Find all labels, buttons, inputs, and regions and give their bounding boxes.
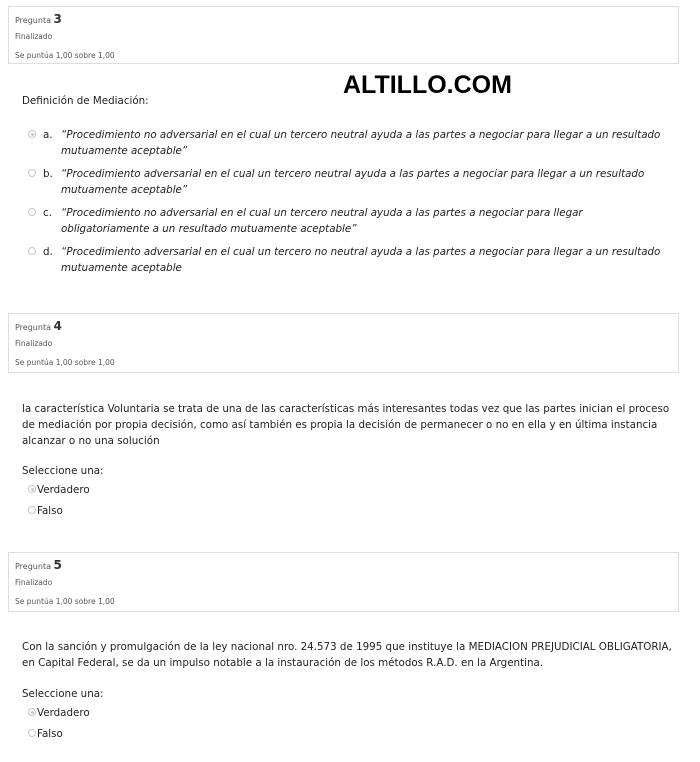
question-info-3 <box>8 6 679 64</box>
option-text: “Procedimiento adversarial en el cual un tercero neutral ayuda a las partes a negociar para llegar a un resultado mutuamente aceptable” <box>61 168 645 196</box>
answer-option-c[interactable] <box>28 205 678 237</box>
question-number-value: 5 <box>53 558 62 572</box>
option-letter: a. <box>43 129 53 141</box>
option-letter: c. <box>43 207 52 219</box>
question-text-4: la característica Voluntaria se trata de una de las características más interesantes todas vez que las partes inician el proceso de mediación por propia decisión, como así también es propia la decisión de permanecer o no en ella y en última instancia alcanzar o no una solución <box>22 403 670 447</box>
answer-option-d[interactable] <box>28 244 678 276</box>
answer-option-true[interactable] <box>28 482 678 498</box>
radio-button[interactable] <box>28 208 36 216</box>
answer-option-false[interactable] <box>28 726 678 742</box>
watermark: ALTILLO.COM <box>343 71 512 99</box>
radio-button[interactable] <box>28 729 36 737</box>
question-label: Pregunta <box>15 323 51 332</box>
question-state: Finalizado <box>15 339 53 348</box>
option-letter: d. <box>43 246 53 258</box>
option-label: Verdadero <box>37 707 90 719</box>
option-label: Falso <box>37 728 63 740</box>
question-info-4 <box>8 313 679 373</box>
question-info-5 <box>8 552 679 612</box>
option-text: “Procedimiento no adversarial en el cual un tercero neutral ayuda a las partes a negociar para llegar a un resultado mutuamente aceptable” <box>61 129 661 157</box>
question-grade: Se puntúa 1,00 sobre 1,00 <box>15 597 115 606</box>
answer-option-a[interactable] <box>28 127 678 159</box>
radio-button[interactable] <box>28 130 36 138</box>
option-letter: b. <box>43 168 53 180</box>
question-state: Finalizado <box>15 32 53 41</box>
answer-option-true[interactable] <box>28 705 678 721</box>
answer-option-false[interactable] <box>28 503 678 519</box>
question-state: Finalizado <box>15 578 53 587</box>
question-label: Pregunta <box>15 16 51 25</box>
radio-button[interactable] <box>28 247 36 255</box>
option-text: “Procedimiento no adversarial en el cual un tercero neutral ayuda a las partes a negociar para llegar obligatoriamente a un resultado mutuamente aceptable” <box>61 207 583 235</box>
radio-button[interactable] <box>28 708 36 716</box>
question-number <box>15 558 62 572</box>
answer-option-b[interactable] <box>28 166 678 198</box>
question-number <box>15 12 62 26</box>
question-number-value: 3 <box>53 12 62 26</box>
question-number <box>15 319 62 333</box>
option-text: “Procedimiento adversarial en el cual un tercero no neutral ayuda a las partes a negociar para llegar a un resultado mutuamente aceptable <box>61 246 661 274</box>
question-grade: Se puntúa 1,00 sobre 1,00 <box>15 358 115 367</box>
question-text-5: Con la sanción y promulgación de la ley nacional nro. 24.573 de 1995 que instituye la MEDIACION PREJUDICIAL OBLIGATORIA, en Capital Federal, se da un impulso notable a la instauración de los métodos R.A.D. en la Argentina. <box>22 641 672 669</box>
question-label: Pregunta <box>15 562 51 571</box>
question-number-value: 4 <box>53 319 62 333</box>
option-label: Verdadero <box>37 484 90 496</box>
question-text-3: Definición de Mediación: <box>22 95 149 107</box>
select-prompt: Seleccione una: <box>22 688 104 700</box>
radio-button[interactable] <box>28 169 36 177</box>
radio-button[interactable] <box>28 506 36 514</box>
select-prompt: Seleccione una: <box>22 465 104 477</box>
radio-button[interactable] <box>28 485 36 493</box>
question-grade: Se puntúa 1,00 sobre 1,00 <box>15 51 115 60</box>
option-label: Falso <box>37 505 63 517</box>
